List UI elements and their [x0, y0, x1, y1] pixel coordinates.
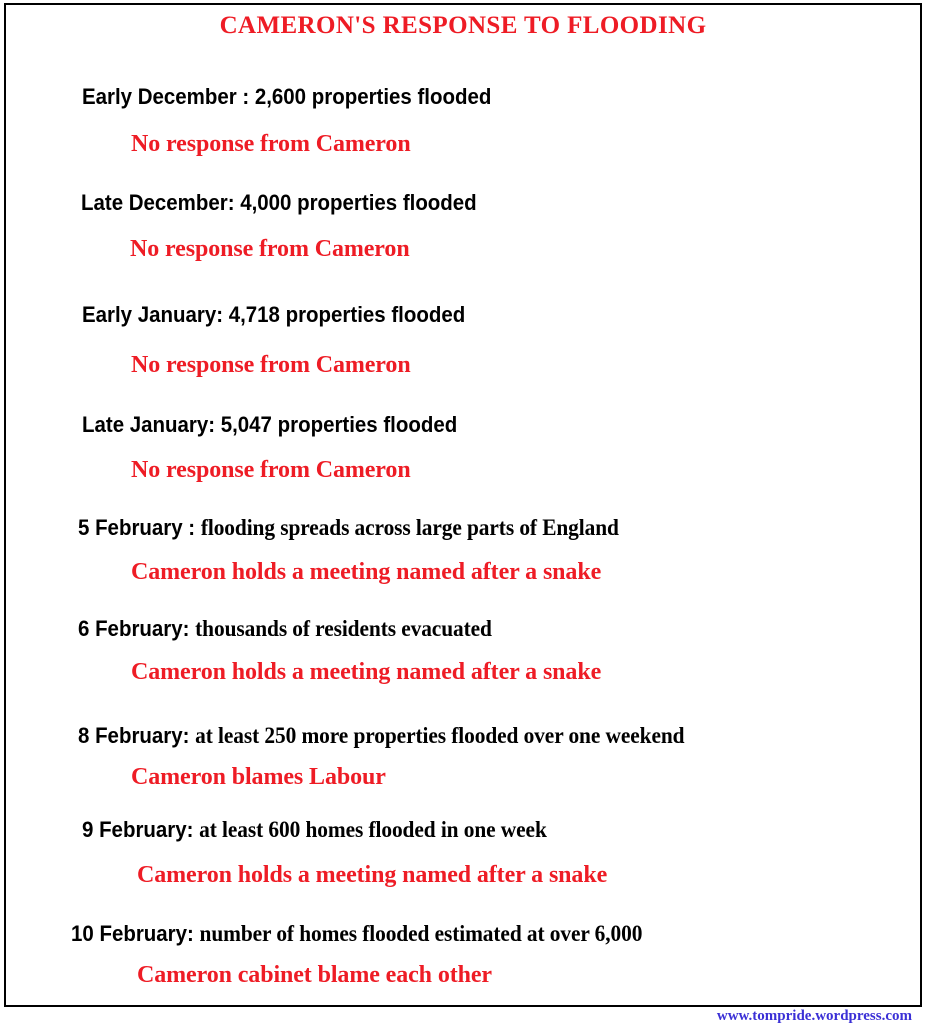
event-text-2: Late December: 4,000 properties flooded	[81, 190, 477, 215]
response-line-6	[131, 659, 601, 686]
event-line-7	[78, 723, 684, 749]
event-line-5	[78, 515, 619, 541]
response-text-7: Cameron blames Labour	[131, 764, 386, 790]
response-text-2: No response from Cameron	[130, 236, 410, 262]
event-line-9	[71, 921, 642, 947]
response-line-7	[131, 764, 386, 791]
event-body-5: flooding spreads across large parts of England	[200, 515, 619, 540]
response-text-4: No response from Cameron	[131, 457, 411, 483]
response-text-3: No response from Cameron	[131, 352, 411, 378]
event-date-5: 5 February :	[78, 515, 196, 540]
event-date-6: 6 February:	[78, 616, 190, 641]
page-title: CAMERON'S RESPONSE TO FLOODING	[219, 12, 707, 39]
response-line-4	[131, 457, 411, 484]
response-text-8: Cameron holds a meeting named after a snake	[137, 862, 608, 888]
response-line-3	[131, 352, 411, 379]
response-line-8	[137, 862, 607, 889]
response-line-2	[130, 236, 410, 263]
response-line-5	[131, 559, 601, 586]
response-text-6: Cameron holds a meeting named after a snake	[131, 659, 602, 685]
event-text-1: Early December : 2,600 properties flooded	[82, 84, 492, 109]
event-line-6	[78, 616, 492, 642]
footer-url[interactable]: www.tompride.wordpress.com	[716, 1008, 912, 1024]
event-date-7: 8 February:	[78, 723, 190, 748]
event-line-2	[81, 190, 477, 216]
event-body-6: thousands of residents evacuated	[195, 616, 492, 641]
event-line-3	[82, 302, 465, 328]
event-body-7: at least 250 more properties flooded over one weekend	[195, 723, 685, 748]
event-line-8	[82, 817, 547, 843]
response-line-1	[131, 131, 411, 158]
event-line-4	[82, 412, 457, 438]
event-body-8: at least 600 homes flooded in one week	[199, 817, 547, 842]
response-text-5: Cameron holds a meeting named after a snake	[131, 559, 602, 585]
event-text-4: Late January: 5,047 properties flooded	[82, 412, 458, 437]
event-text-3: Early January: 4,718 properties flooded	[82, 302, 466, 327]
event-date-9: 10 February:	[71, 921, 194, 946]
footer-divider	[4, 1005, 922, 1007]
response-text-1: No response from Cameron	[131, 131, 411, 157]
event-body-9: number of homes flooded estimated at over 6,000	[199, 921, 643, 946]
event-date-8: 9 February:	[82, 817, 194, 842]
event-line-1	[82, 84, 491, 110]
response-line-9	[137, 962, 492, 989]
response-text-9: Cameron cabinet blame each other	[137, 962, 492, 988]
